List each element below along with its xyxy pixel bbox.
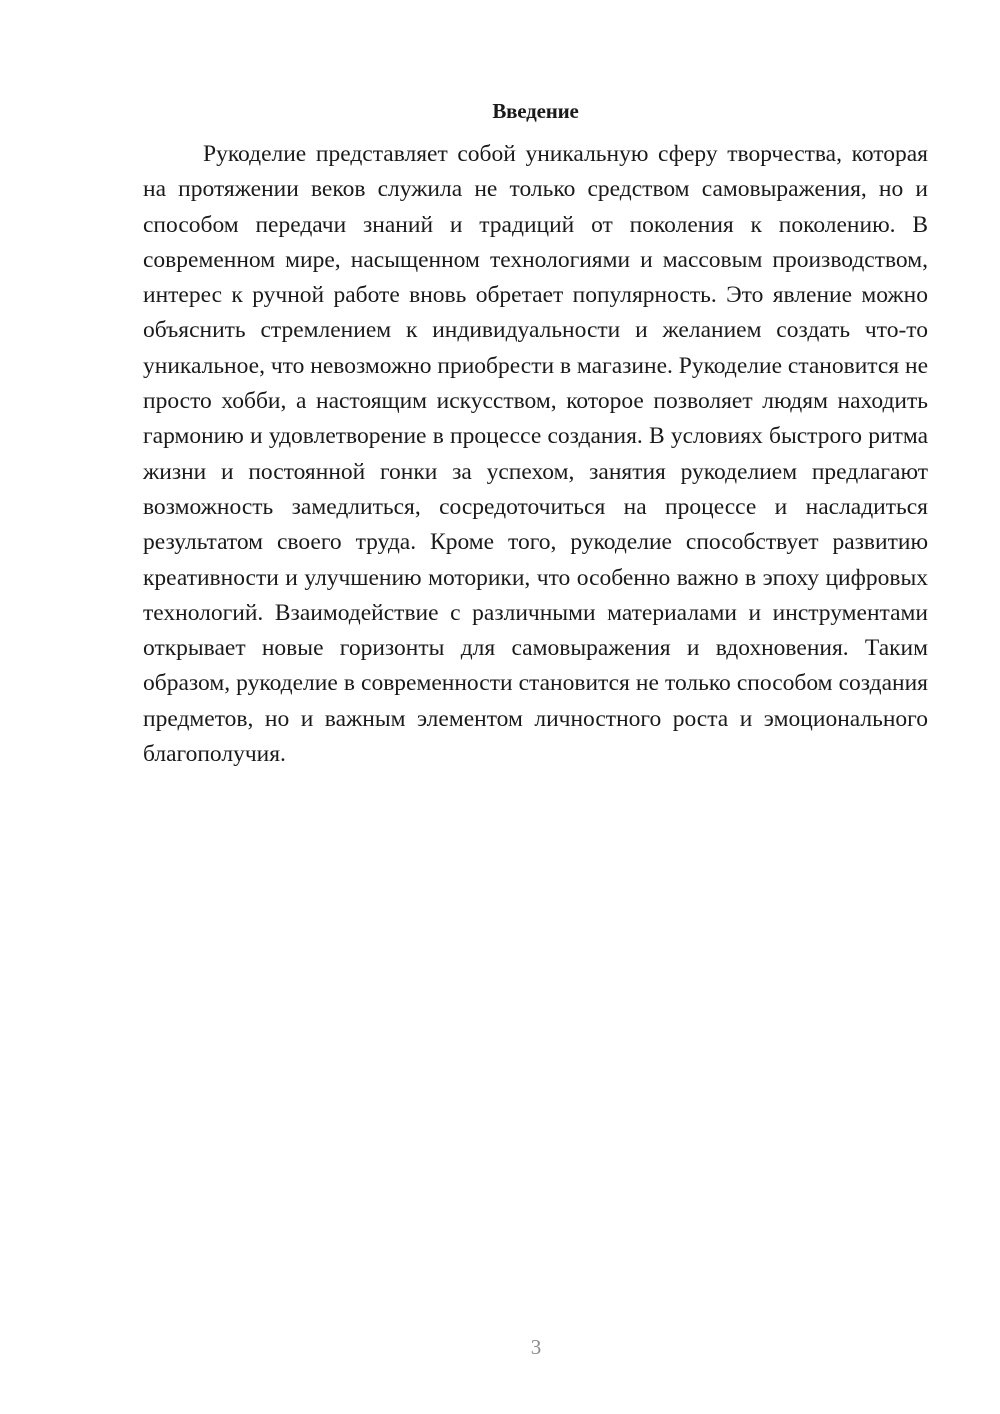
page-number: 3 [530, 1335, 542, 1359]
page-content [143, 96, 928, 772]
body-paragraph: Рукоделие представляет собой уникальную сферу творчества, которая на протяжении веков служила не только средством самовыражения, но и способом передачи знаний и традиций от поколения к поколению. В современном мире, насыщенном технологиями и массовым производством, интерес к ручной работе вновь обретает популярность. Это явление можно объяснить стремлением к индивидуальности и желанием создать что-то уникальное, что невозможно приобрести в магазине. Рукоделие становится не просто хобби, а настоящим искусством, которое позволяет людям находить гармонию и удовлетворение в процессе создания. В условиях быстрого ритма жизни и постоянной гонки за успехом, занятия рукоделием предлагают возможность замедлиться, сосредоточиться на процессе и насладиться результатом своего труда. Кроме того, рукоделие способствует развитию креативности и улучшению моторики, что особенно важно в эпоху цифровых технологий. Взаимодействие с различными материалами и инструментами открывает новые горизонты для самовыражения и вдохновения. Таким образом, рукоделие в современности становится не только способом создания предметов, но и важным элементом личностного роста и эмоционального благополучия. [143, 141, 928, 768]
section-title: Введение [492, 99, 579, 123]
